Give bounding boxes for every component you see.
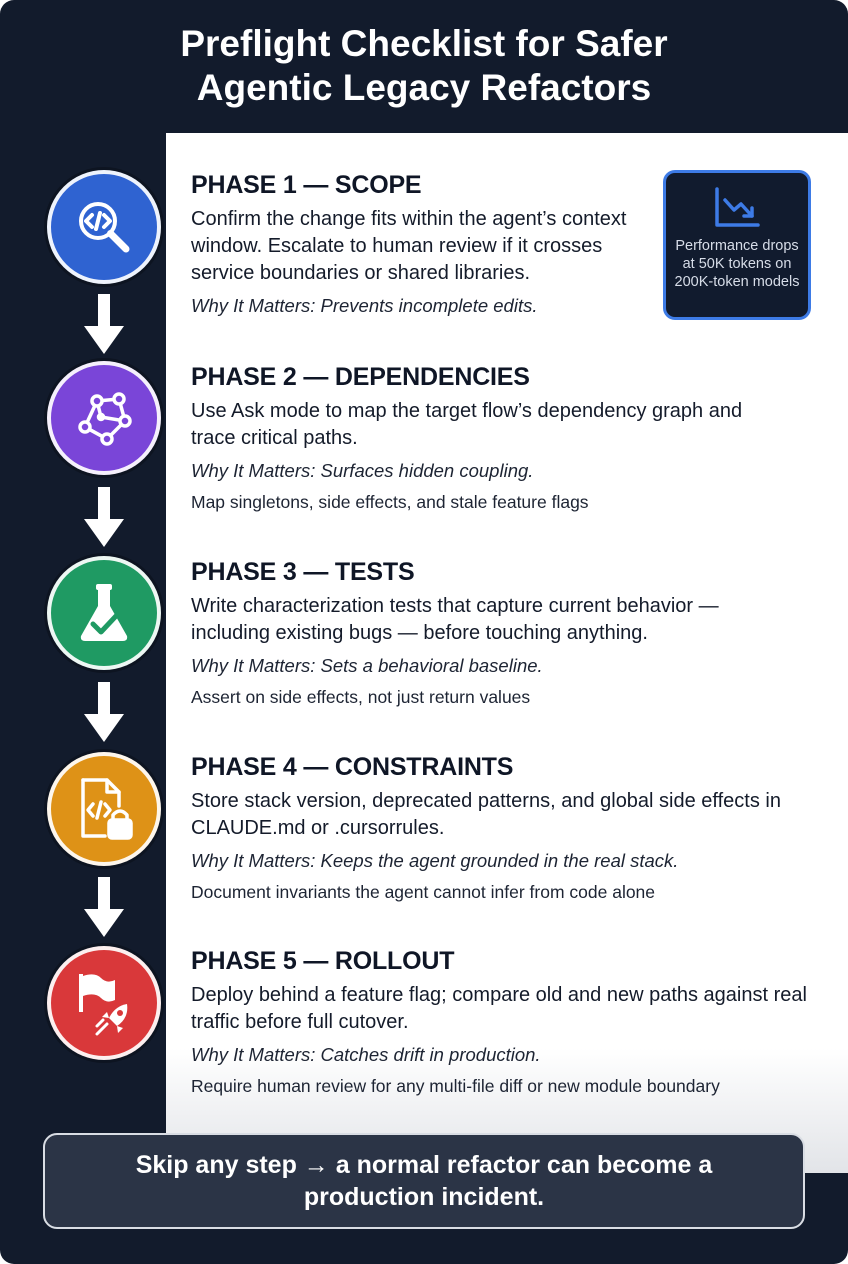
phase-3-why: Why It Matters: Sets a behavioral baseline.: [191, 655, 543, 676]
footer-text: Skip any step → a normal refactor can become a production incident.: [135, 1151, 713, 1211]
footer-banner: [43, 1133, 805, 1229]
phase-3-tip: Assert on side effects, not just return values: [191, 687, 531, 707]
phase-3-heading: PHASE 3 — TESTS: [191, 558, 415, 586]
phase-5-heading: PHASE 5 — ROLLOUT: [191, 947, 455, 975]
phase-4-heading: PHASE 4 — CONSTRAINTS: [191, 753, 514, 781]
phase-1-why: Why It Matters: Prevents incomplete edits.: [191, 295, 538, 316]
phase-2-why: Why It Matters: Surfaces hidden coupling.: [191, 460, 534, 481]
phase-2-description: Use Ask mode to map the target flow’s dependency graph and trace critical paths.: [191, 400, 743, 449]
performance-callout: [663, 170, 811, 320]
phase-3: [191, 557, 801, 709]
phase-2-tip: Map singletons, side effects, and stale feature flags: [191, 492, 589, 512]
phase-5-why: Why It Matters: Catches drift in production.: [191, 1044, 541, 1065]
flag-rocket-icon: [47, 946, 161, 1060]
phase-2-heading: PHASE 2 — DEPENDENCIES: [191, 363, 530, 391]
phase-5-tip: Require human review for any multi-file diff or new module boundary: [191, 1076, 720, 1096]
phase-5: [191, 946, 821, 1098]
arrow-down-icon: [82, 487, 126, 549]
arrow-down-icon: [82, 877, 126, 939]
code-search-icon: [47, 170, 161, 284]
phase-5-description: Deploy behind a feature flag; compare old and new paths against real traffic before full cutover.: [191, 984, 807, 1033]
dependency-graph-icon: [47, 361, 161, 475]
locked-code-file-icon: [47, 752, 161, 866]
phase-2: [191, 362, 791, 514]
phase-4-why: Why It Matters: Keeps the agent grounded in the real stack.: [191, 850, 679, 871]
callout-text: Performance drops at 50K tokens on 200K-token models: [674, 238, 800, 290]
phase-4-description: Store stack version, deprecated patterns, and global side effects in CLAUDE.md or .cursorrules.: [191, 790, 781, 839]
phase-4: [191, 752, 791, 904]
phase-1: [191, 170, 661, 319]
arrow-down-icon: [82, 294, 126, 356]
phase-1-description: Confirm the change fits within the agent’s context window. Escalate to human review if it crosses service boundaries or shared libraries.: [191, 208, 627, 284]
flask-check-icon: [47, 556, 161, 670]
page-title: [0, 22, 848, 110]
title-line-2: Agentic Legacy Refactors: [196, 67, 652, 108]
phase-1-heading: PHASE 1 — SCOPE: [191, 171, 422, 199]
arrow-down-icon: [82, 682, 126, 744]
phase-3-description: Write characterization tests that capture current behavior — including existing bugs — before touching anything.: [191, 595, 719, 644]
chart-down-icon: [712, 185, 762, 231]
phase-4-tip: Document invariants the agent cannot infer from code alone: [191, 882, 656, 902]
title-line-1: Preflight Checklist for Safer: [180, 23, 668, 64]
